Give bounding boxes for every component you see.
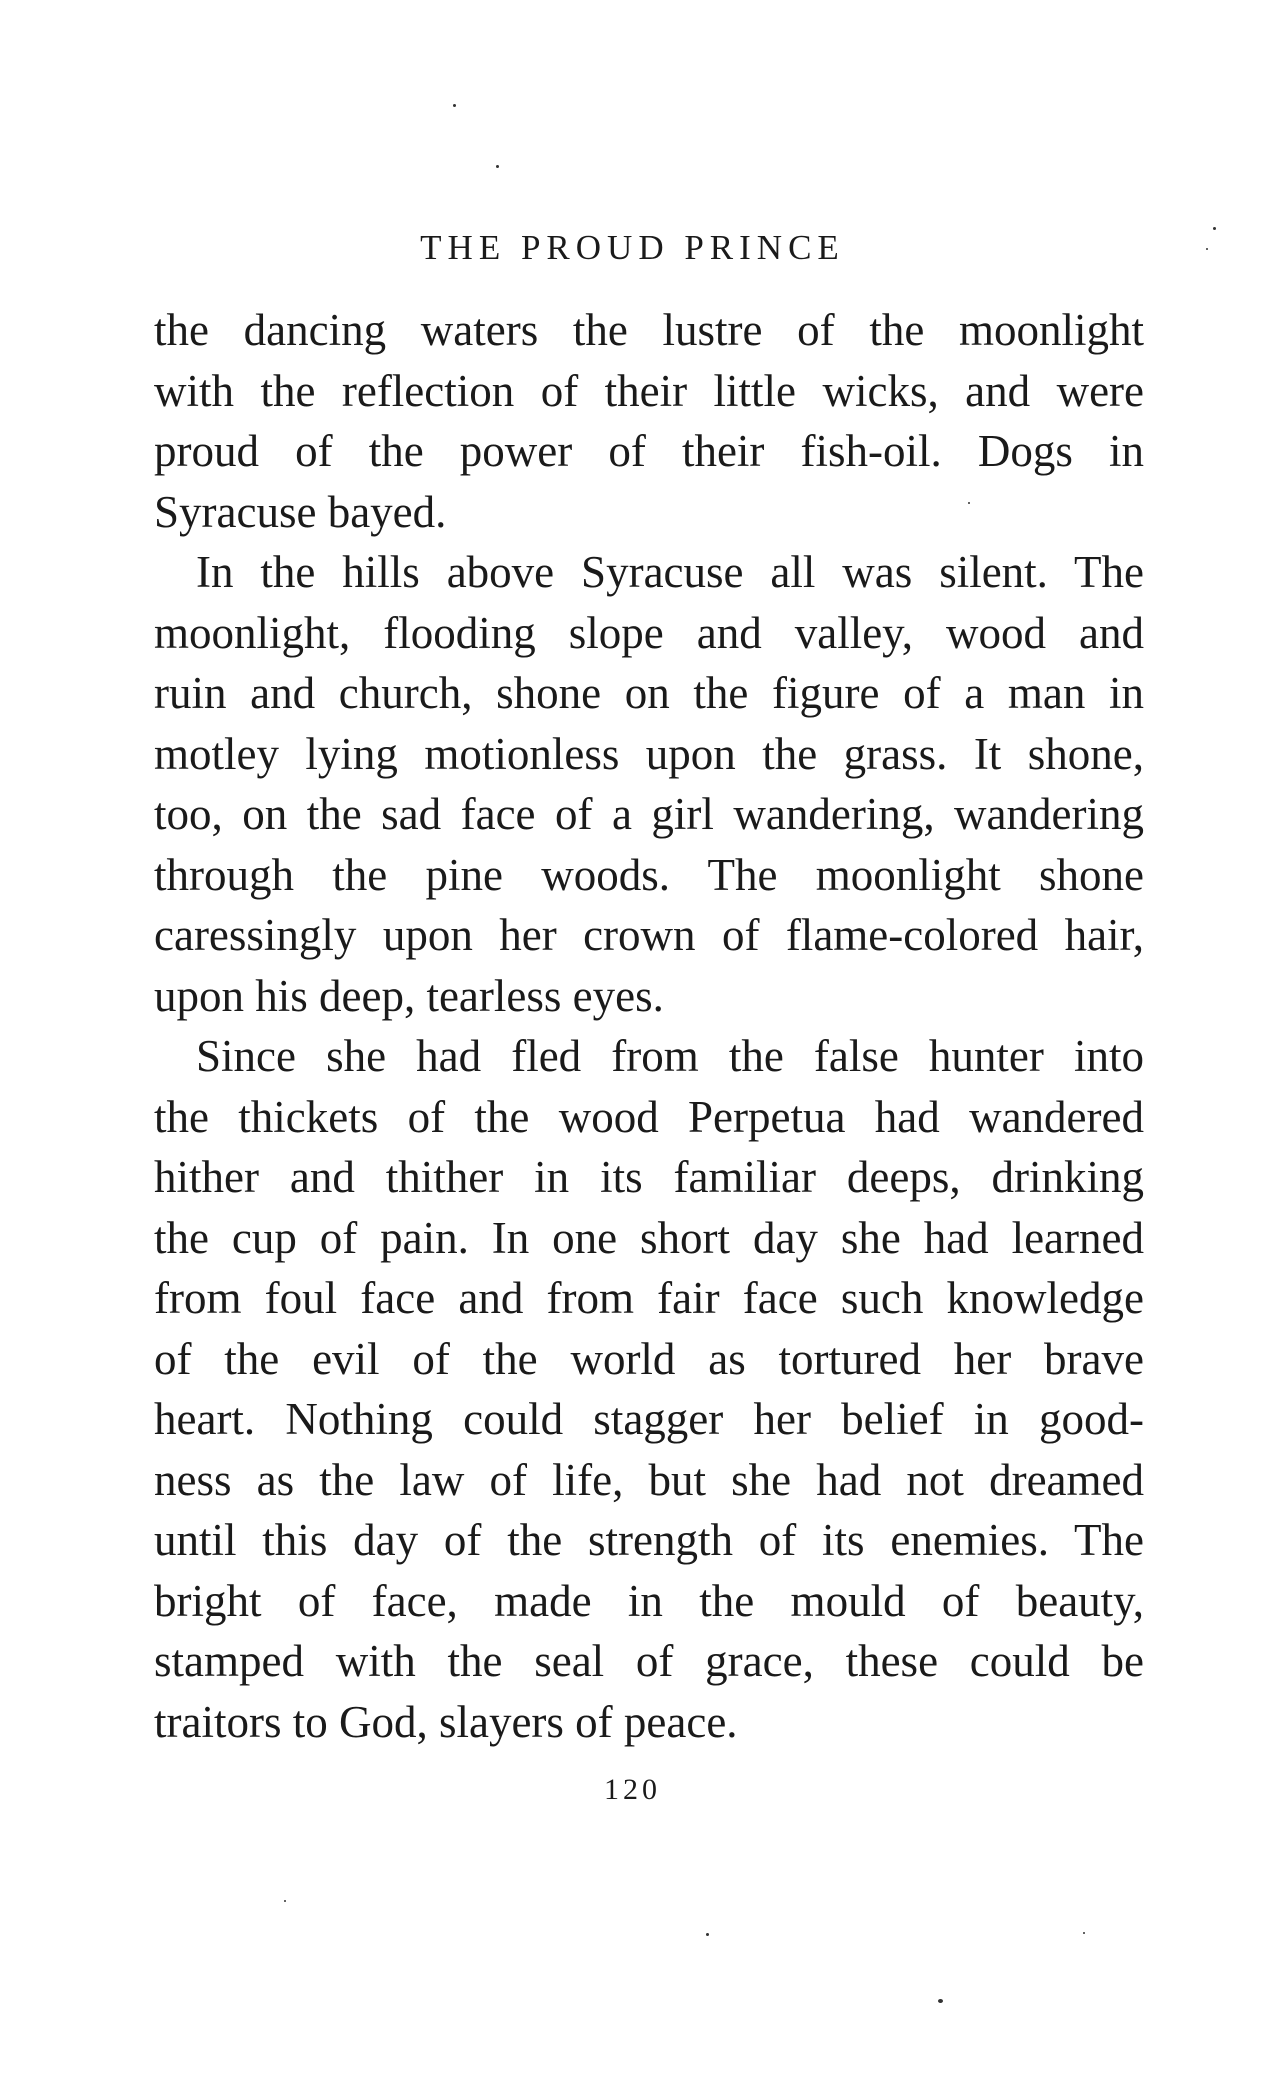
scan-speck [453, 104, 456, 107]
scan-speck [938, 1999, 943, 2003]
text-line: the cup of pain. In one short day she had learned [154, 1212, 1144, 1263]
text-line: ness as the law of life, but she had not dreamed [154, 1454, 1144, 1505]
scan-speck [1083, 1932, 1085, 1934]
paragraph-1 [154, 300, 1144, 542]
text-line: motley lying motionless upon the grass. It shone, [154, 728, 1144, 779]
text-line: caressingly upon her crown of flame-colored hair, [154, 910, 1144, 960]
text-line: the dancing waters the lustre of the moonlight [154, 305, 1144, 355]
text-line: heart. Nothing could stagger her belief in good- [154, 1394, 1144, 1444]
text-line: hither and thither in its familiar deeps, drinking [154, 1152, 1144, 1202]
text-line: moonlight, flooding slope and valley, wood and [154, 607, 1144, 658]
scan-speck [284, 1900, 286, 1902]
scan-speck [968, 502, 970, 504]
running-head: THE PROUD PRINCE [420, 228, 845, 267]
text-line: traitors to God, slayers of peace. [154, 1696, 738, 1747]
text-line: from foul face and from fair face such knowledge [154, 1273, 1144, 1323]
text-line: until this day of the strength of its enemies. The [154, 1515, 1144, 1565]
page-number: 120 [604, 1773, 661, 1806]
text-line: proud of the power of their fish-oil. Dogs in [154, 426, 1144, 476]
body-text [154, 300, 1144, 1752]
paragraph-3 [154, 1026, 1144, 1752]
text-line: bright of face, made in the mould of beauty, [154, 1575, 1144, 1626]
text-line: with the reflection of their little wicks, and were [154, 365, 1144, 416]
text-line: ruin and church, shone on the figure of a man in [154, 668, 1144, 718]
scan-speck [496, 165, 499, 168]
scan-speck [1213, 227, 1216, 230]
text-line: too, on the sad face of a girl wandering, wandering [154, 789, 1144, 839]
text-line: Syracuse bayed. [154, 486, 447, 537]
text-line: In the hills above Syracuse all was silent. The [196, 547, 1144, 597]
text-line: stamped with the seal of grace, these could be [154, 1636, 1144, 1686]
text-line: the thickets of the wood Perpetua had wandered [154, 1091, 1144, 1142]
scan-speck [706, 1933, 709, 1936]
text-line: Since she had fled from the false hunter into [196, 1031, 1144, 1081]
paragraph-2 [154, 542, 1144, 1026]
text-line: through the pine woods. The moonlight shone [154, 849, 1144, 900]
scan-speck [1206, 248, 1208, 250]
text-line: upon his deep, tearless eyes. [154, 970, 664, 1021]
text-line: of the evil of the world as tortured her brave [154, 1333, 1144, 1384]
